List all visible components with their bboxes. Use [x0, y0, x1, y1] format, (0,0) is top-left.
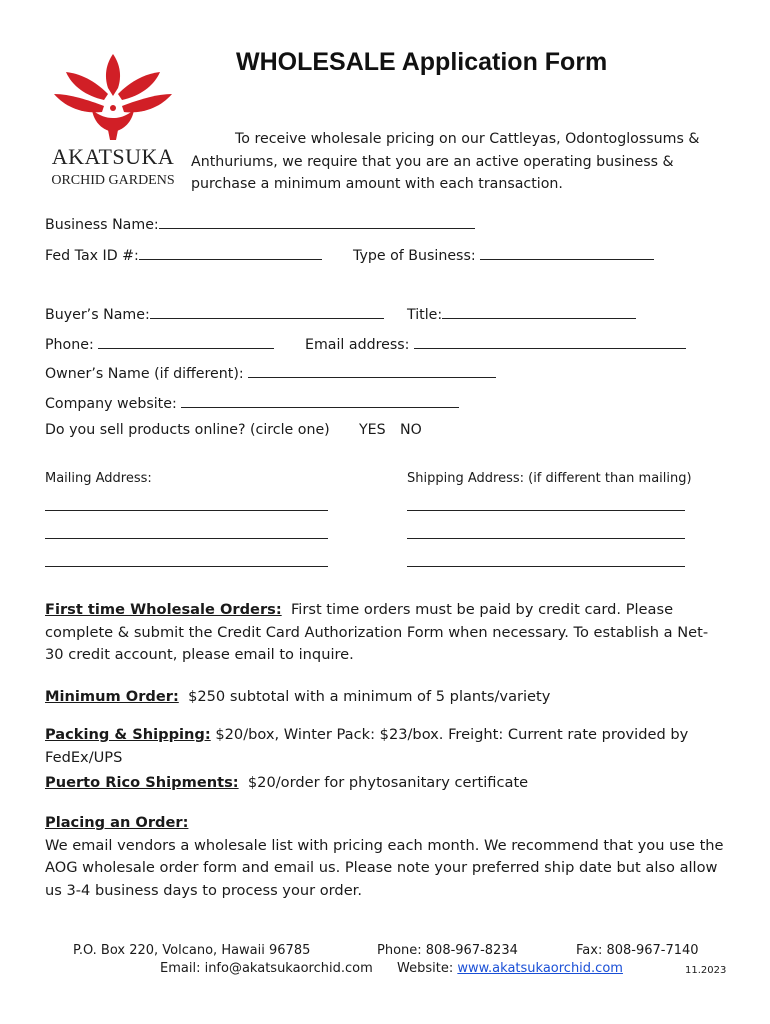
business-type-row — [353, 245, 654, 264]
buyer-name-row — [45, 304, 384, 323]
packing-text: $20/box, Winter Pack: $23/box. Freight: Current rate provided by FedEx/UPS — [45, 726, 689, 766]
first-time-section — [45, 599, 725, 667]
logo-subtitle: ORCHID GARDENS — [51, 173, 175, 188]
shipping-line-3[interactable] — [407, 554, 685, 567]
owner-name-label: Owner’s Name (if different): — [45, 366, 244, 382]
intro-text: To receive wholesale pricing on our Cattleyas, Odontoglossums & Anthuriums, we require that you are an active operating business & purchase a minimum amount with each transaction. — [191, 131, 700, 192]
fed-tax-label: Fed Tax ID #: — [45, 248, 139, 264]
business-name-label: Business Name: — [45, 217, 159, 233]
phone-label: Phone: — [45, 337, 94, 353]
footer-email: Email: info@akatsukaorchid.com — [160, 961, 373, 976]
footer-phone: Phone: 808-967-8234 — [377, 943, 518, 958]
placing-order-text: We email vendors a wholesale list with pricing each month. We recommend that you use the AOG wholesale order form and email us. Please note your preferred ship date but also allow us 3-4 business days to process your order. — [45, 836, 724, 899]
fed-tax-row — [45, 245, 322, 264]
sell-online-row — [45, 422, 330, 438]
puerto-rico-text: $20/order for phytosanitary certificate — [247, 774, 529, 791]
mailing-line-1[interactable] — [45, 498, 328, 511]
business-type-label: Type of Business: — [353, 248, 476, 264]
owner-name-field[interactable] — [248, 363, 496, 378]
shipping-line-2[interactable] — [407, 526, 685, 539]
footer-website-row — [397, 961, 623, 976]
packing-heading: Packing & Shipping: — [45, 726, 211, 743]
no-option[interactable]: NO — [400, 422, 422, 438]
buyer-name-field[interactable] — [150, 304, 384, 319]
footer-fax: Fax: 808-967-7140 — [576, 943, 699, 958]
logo-name: AKATSUKA — [51, 144, 175, 169]
buyer-name-label: Buyer’s Name: — [45, 307, 150, 323]
intro-paragraph — [191, 128, 731, 196]
minimum-section — [45, 686, 725, 709]
shipping-line-1[interactable] — [407, 498, 685, 511]
mailing-address-label: Mailing Address: — [45, 471, 152, 486]
email-label: Email address: — [305, 337, 410, 353]
akatsuka-logo — [48, 50, 178, 190]
title-label: Title: — [407, 307, 443, 323]
sell-online-label: Do you sell products online? (circle one) — [45, 422, 330, 438]
business-name-field[interactable] — [159, 214, 475, 229]
website-field[interactable] — [181, 393, 459, 408]
shipping-address-label: Shipping Address: (if different than mailing) — [407, 471, 692, 486]
mailing-line-2[interactable] — [45, 526, 328, 539]
phone-row — [45, 334, 274, 353]
packing-section — [45, 724, 725, 769]
fed-tax-field[interactable] — [139, 245, 322, 260]
website-label: Company website: — [45, 396, 177, 412]
puerto-rico-heading: Puerto Rico Shipments: — [45, 774, 239, 791]
minimum-text: $250 subtotal with a minimum of 5 plants/variety — [188, 688, 551, 705]
first-time-text: First time orders must be paid by credit card. Please complete & submit the Credit Card Authorization Form when necessary. To establish a Net-30 credit account, please email to inquire. — [45, 601, 709, 663]
footer-website-label: Website: — [397, 961, 454, 976]
owner-name-row — [45, 363, 496, 382]
website-row — [45, 393, 459, 412]
title-field[interactable] — [442, 304, 636, 319]
page-title: WHOLESALE Application Form — [236, 48, 608, 76]
puerto-rico-section — [45, 772, 725, 795]
footer-address: P.O. Box 220, Volcano, Hawaii 96785 — [73, 943, 311, 958]
email-field[interactable] — [414, 334, 686, 349]
business-type-field[interactable] — [480, 245, 654, 260]
footer-website-link[interactable]: www.akatsukaorchid.com — [457, 961, 623, 976]
placing-order-section — [45, 812, 725, 902]
email-row — [305, 334, 686, 353]
placing-order-heading: Placing an Order: — [45, 814, 189, 831]
minimum-heading: Minimum Order: — [45, 688, 179, 705]
first-time-heading: First time Wholesale Orders: — [45, 601, 282, 618]
yes-option[interactable]: YES — [359, 422, 386, 438]
mailing-line-3[interactable] — [45, 554, 328, 567]
version-label: 11.2023 — [685, 965, 727, 976]
business-name-row — [45, 214, 475, 233]
phone-field[interactable] — [98, 334, 274, 349]
title-row — [407, 304, 636, 323]
